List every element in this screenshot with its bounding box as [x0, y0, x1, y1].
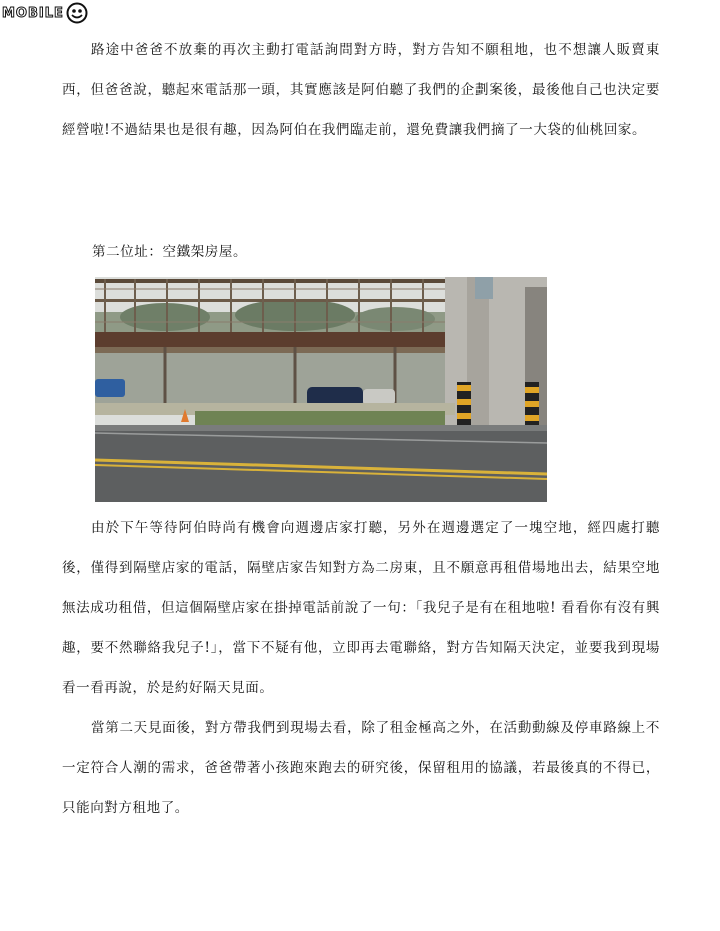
paragraph-1: 路途中爸爸不放棄的再次主動打電話詢問對方時，對方告知不願租地，也不想讓人販賣東西，但爸爸說，聽起來電話那一頭，其實應該是阿伯聽了我們的企劃案後，最後他自己也決定要經營啦!不過結果也是很有趣，因為阿伯在我們臨走前，還免費讓我們摘了一大袋的仙桃回家。 [62, 42, 660, 138]
paragraph-2: 由於下午等待阿伯時尚有機會向週邊店家打聽，另外在週邊選定了一塊空地，經四處打聽後，僅得到隔壁店家的電話，隔壁店家告知對方為二房東，且不願意再租借場地出去，結果空地無法成功租借，但這個隔壁店家在掛掉電話前說了一句：「我兒子是有在租地啦! 看看你有沒有興趣，要不然聯絡我兒子!」，當下不疑有他，立即再去電聯絡，對方告知隔天決定，並要我到現場看一看再說，於是約好隔天見面。 [62, 520, 660, 696]
steel-frame-house-photo [95, 277, 547, 502]
logo-text: MOBILE [2, 5, 64, 21]
paragraph-3: 當第二天見面後，對方帶我們到現場去看，除了租金極高之外，在活動動線及停車路線上不一定符合人潮的需求，爸爸帶著小孩跑來跑去的研究後，保留租用的協議，若最後真的不得已，只能向對方租地了。 [62, 720, 660, 816]
site-logo [2, 2, 88, 24]
section-heading: 第二位址：空鐵架房屋。 [92, 244, 248, 260]
smiley-logo-icon [66, 2, 88, 24]
